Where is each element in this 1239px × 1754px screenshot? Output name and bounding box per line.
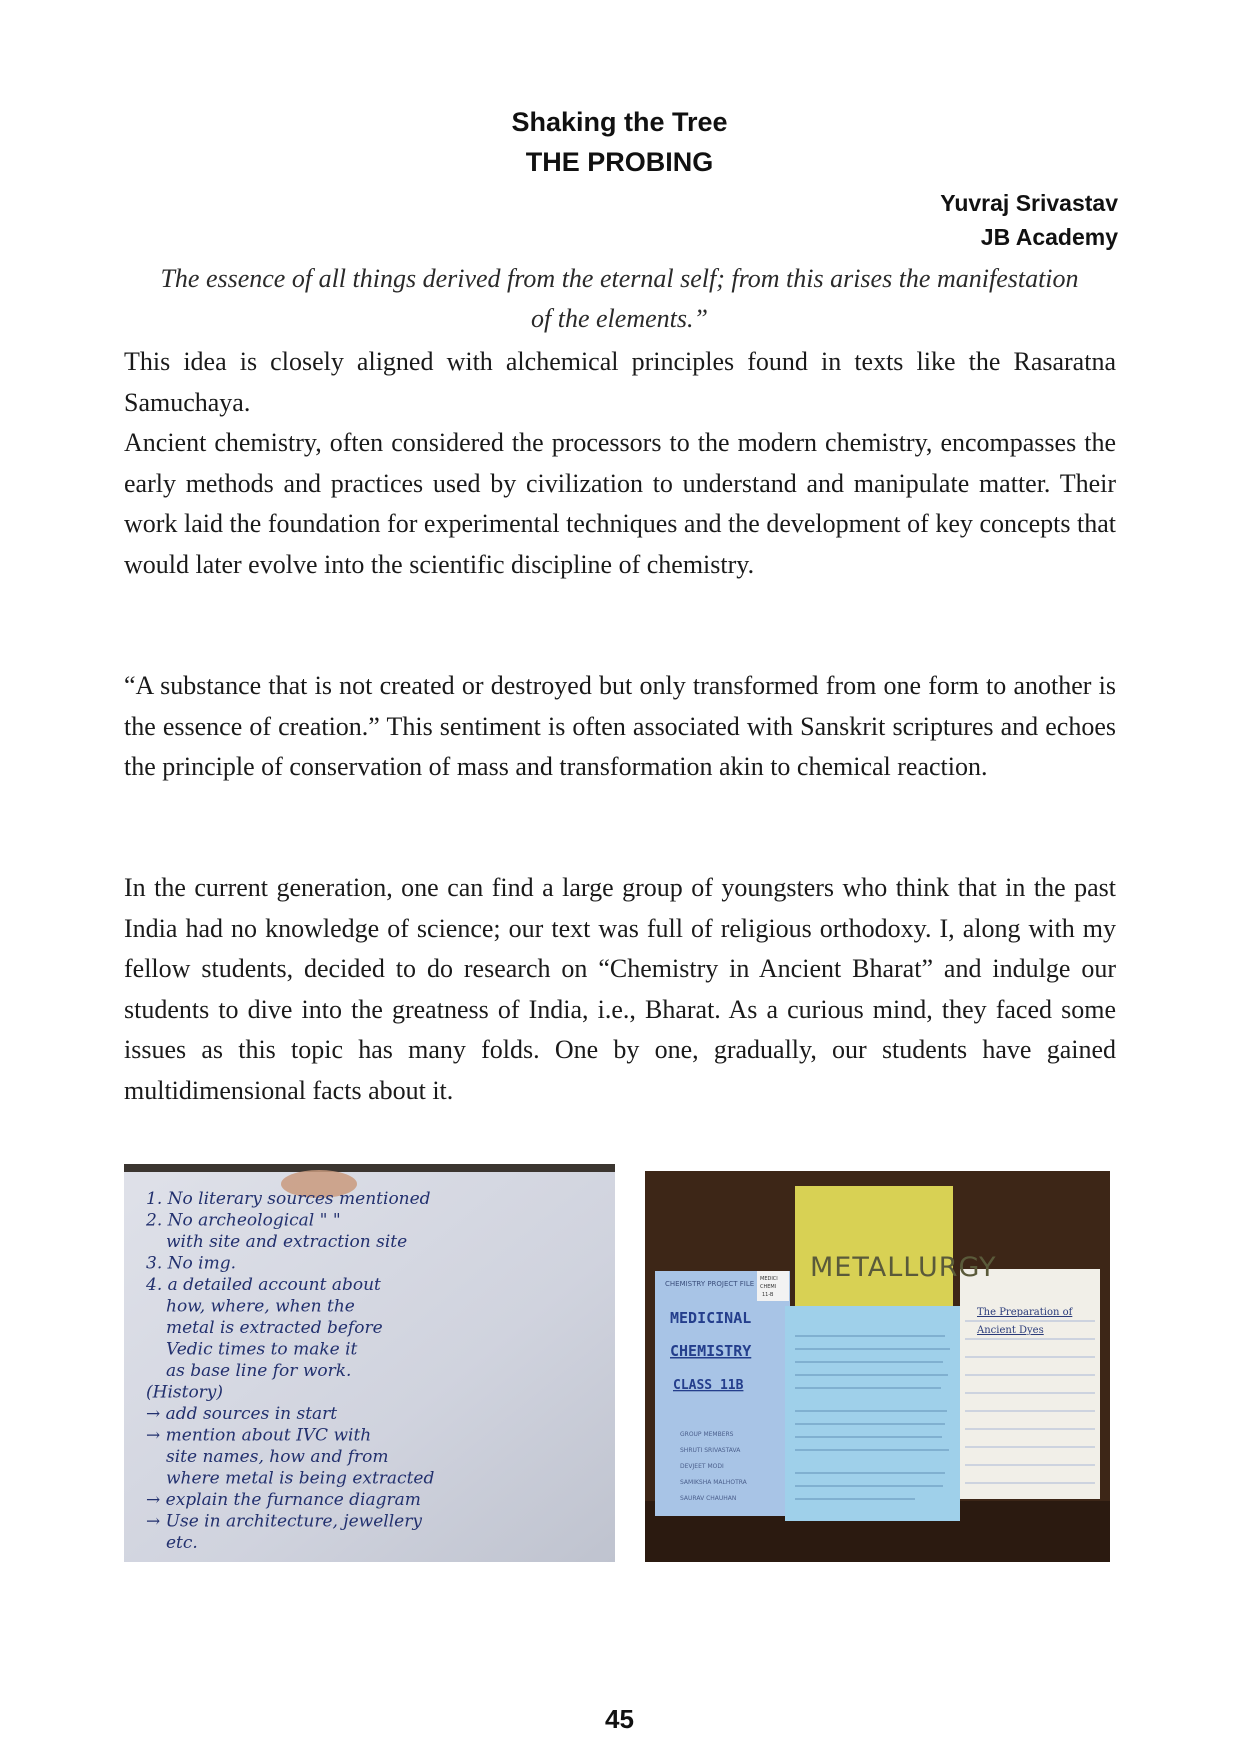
note-line: etc. — [166, 1533, 198, 1553]
paragraph: “A substance that is not created or destroyed but only transformed from one form to another is the essence of creation.” This sentiment is often associated with Sanskrit scriptures and echoes the principle of conservation of mass and transformation akin to chemical reaction. — [124, 671, 1116, 781]
note-line: 2. No archeological " " — [146, 1210, 341, 1231]
opening-quote: The essence of all things derived from the eternal self; from this arises the manifestation of the elements.” — [160, 264, 1079, 333]
note-line: where metal is being extracted — [166, 1468, 435, 1489]
handwritten-notes-photo — [124, 1164, 615, 1562]
note-line: → explain the furnance diagram — [146, 1490, 421, 1510]
cover-title-3: CLASS 11B — [673, 1378, 744, 1393]
member-3: SAMIKSHA MALHOTRA — [680, 1479, 747, 1486]
note-line: → add sources in start — [146, 1404, 338, 1424]
notebook-heading-1: The Preparation of — [977, 1307, 1073, 1318]
member-4: SAURAV CHAUHAN — [680, 1495, 737, 1502]
member-2: DEVJEET MODI — [680, 1463, 724, 1470]
tag-line-1: MEDICI — [760, 1276, 778, 1282]
project-label: CHEMISTRY PROJECT FILE — [665, 1280, 755, 1288]
note-line: 1. No literary sources mentioned — [146, 1189, 431, 1209]
notes-svg — [124, 1164, 615, 1562]
note-line: → mention about IVC with — [146, 1425, 372, 1446]
article-title: Shaking the Tree — [511, 107, 728, 137]
books-svg — [645, 1171, 1110, 1562]
note-line: with site and extraction site — [166, 1232, 408, 1252]
metallurgy-title: METALLURGY — [810, 1252, 997, 1283]
school-name: JB Academy — [980, 224, 1118, 250]
note-line: 4. a detailed account about — [146, 1275, 381, 1295]
dark-edge — [124, 1164, 615, 1172]
paragraph: In the current generation, one can find a large group of youngsters who think that in the past India had no knowledge of science; our text was full of religious orthodoxy. I, along with my fellow students, decided to do research on “Chemistry in Ancient Bharat” and indulge our students to dive into the greatness of India, i.e., Bharat. As a curious mind, they faced some issues as this topic has many folds. One by one, gradually, our students have gained multidimensional facts about it. — [124, 873, 1116, 1105]
article-subtitle: THE PROBING — [525, 147, 714, 177]
page-number: 45 — [605, 1704, 634, 1734]
tag-line-2: CHEMI — [760, 1284, 777, 1290]
note-line: as base line for work. — [166, 1361, 352, 1381]
note-line: (History) — [146, 1382, 224, 1403]
group-label: GROUP MEMBERS — [680, 1431, 734, 1438]
note-line: metal is extracted before — [166, 1318, 383, 1338]
tag-line-3: 11-B — [762, 1292, 774, 1298]
cover-title-2: CHEMISTRY — [670, 1342, 752, 1360]
paragraph: This idea is closely aligned with alchemical principles found in texts like the Rasaratna Samuchaya. — [124, 347, 1116, 417]
note-line: → Use in architecture, jewellery — [146, 1511, 422, 1532]
member-1: SHRUTI SRIVASTAVA — [680, 1447, 741, 1454]
note-line: 3. No img. — [146, 1253, 236, 1274]
handwritten-blue-notebook — [785, 1306, 960, 1521]
paragraph: Ancient chemistry, often considered the processors to the modern chemistry, encompasses the early methods and practices used by civilization to understand and manipulate matter. Their work laid the foundation for experimental techniques and the development of key concepts that would later evolve into the scientific discipline of chemistry. — [124, 428, 1116, 579]
note-line: how, where, when the — [166, 1296, 355, 1317]
project-books-photo — [645, 1171, 1110, 1562]
author-name: Yuvraj Srivastav — [940, 190, 1118, 216]
note-line: Vedic times to make it — [166, 1339, 358, 1360]
note-line: site names, how and from — [166, 1447, 389, 1467]
cover-title-1: MEDICINAL — [670, 1309, 752, 1327]
notebook-heading-2: Ancient Dyes — [977, 1325, 1044, 1336]
